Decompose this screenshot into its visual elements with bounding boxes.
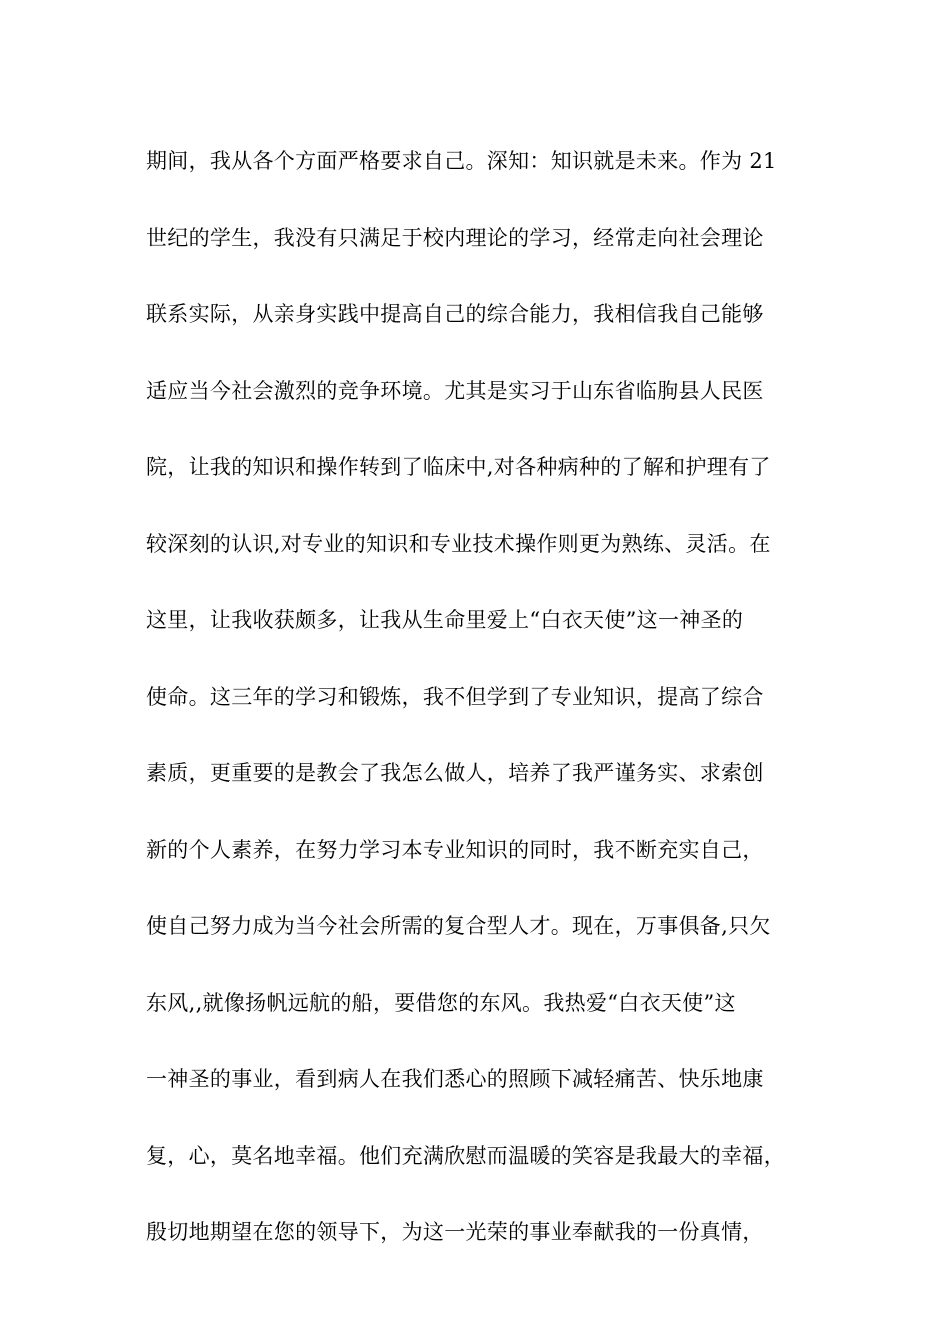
text-line: 素质，更重要的是教会了我怎么做人，培养了我严谨务实、求索创 [146,761,764,785]
text-line: 使自己努力成为当今社会所需的复合型人才。现在，万事俱备,只欠 [146,914,771,938]
text-line: 东风,,就像扬帆远航的船，要借您的东风。我热爱“白衣天使”这 [146,990,736,1015]
text-line: 联系实际，从亲身实践中提高自己的综合能力，我相信我自己能够 [146,302,764,326]
text-line: 复，心，莫名地幸福。他们充满欣慰而温暖的笑容是我最大的幸福， [146,1143,785,1168]
text-line: 使命。这三年的学习和锻炼，我不但学到了专业知识，提高了综合 [146,684,764,709]
text-line: 较深刻的认识,对专业的知识和专业技术操作则更为熟练、灵活。在 [146,531,771,556]
text-line: 院，让我的知识和操作转到了临床中,对各种病种的了解和护理有了 [146,455,771,479]
body-text [146,132,836,1280]
text-line: 期间，我从各个方面严格要求自己。深知：知识就是未来。作为 21 [146,149,777,173]
text-line: 新的个人素养，在努力学习本专业知识的同时，我不断充实自己， [146,837,764,862]
text-line: 适应当今社会激烈的竞争环境。尤其是实习于山东省临朐县人民医 [146,378,764,403]
text-line: 世纪的学生，我没有只满足于校内理论的学习，经常走向社会理论 [146,225,764,250]
text-line: 殷切地期望在您的领导下，为这一光荣的事业奉献我的一份真情， [146,1220,764,1244]
text-line: 这里，让我收获颇多，让我从生命里爱上“白衣天使”这一神圣的 [146,608,744,632]
text-line: 一神圣的事业，看到病人在我们悉心的照顾下减轻痛苦、快乐地康 [146,1067,764,1091]
